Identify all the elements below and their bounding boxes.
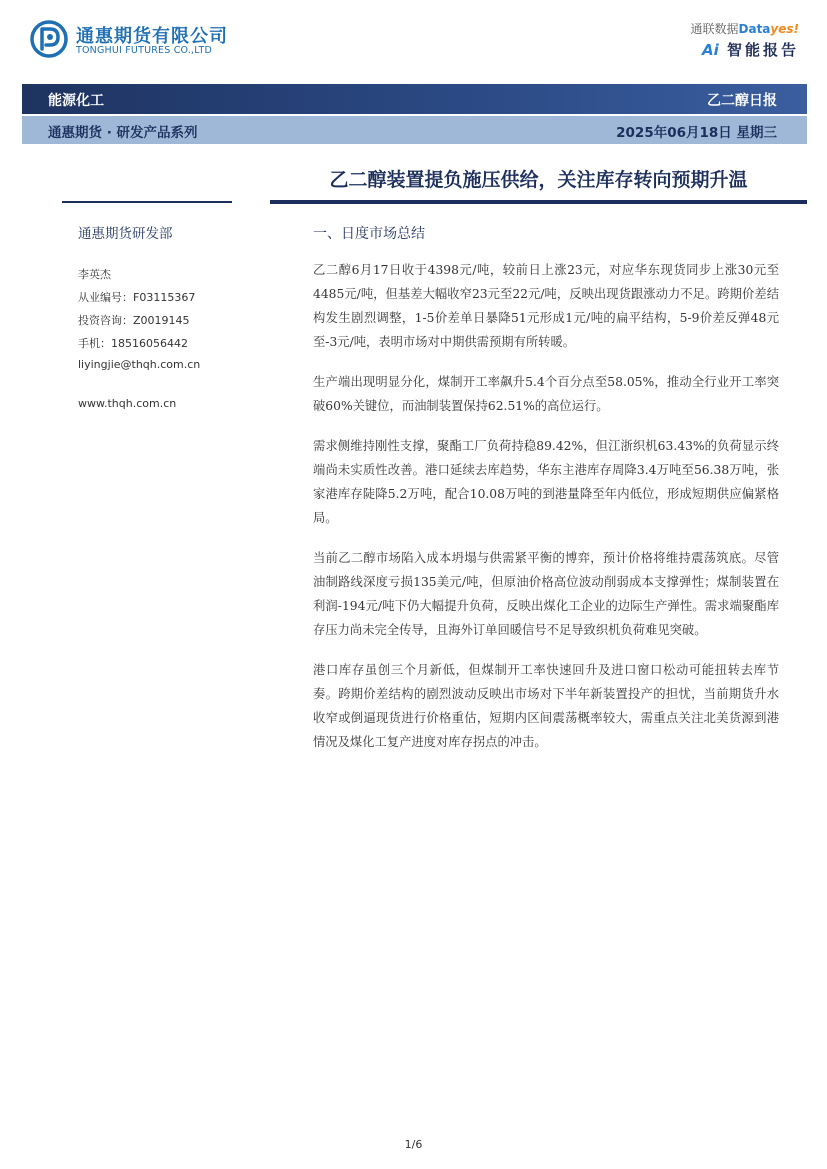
brand-part-2: Data [738,22,771,36]
website-link[interactable]: www.thqh.com.cn [78,397,177,410]
report-type-label: 乙二醇日报 [707,93,777,109]
paragraph-risks: 港口库存虽创三个月新低，但煤制开工率快速回升及进口窗口松动可能扭转去库节奏。跨期价差结构的剧烈波动反映出市场对下半年新装置投产的担忧，当前期货升水收窄或倒逼现货进行价格重估，短期内区间震荡概率较大，需重点关注北美货源到港情况及煤化工复产进度对库存拐点的冲击。 [313,663,779,749]
paragraph-price-summary: 乙二醇6月17日收于4398元/吨，较前日上涨23元，对应华东现货同步上涨30元至4485元/吨，但基差大幅收窄23元至22元/吨，反映出现货跟涨动力不足。跨期价差结构发生剧烈调整，1-5价差单日暴降51元形成1元/吨的扁平结构，5-9价差反弹48元至-3元/吨，表明市场对中期供需预期有所转暖。 [313,263,779,349]
brand-part-3: yes! [770,22,799,36]
advisory-number: 投资咨询：Z0019145 [78,314,190,327]
sector-bar [22,84,807,114]
email-address[interactable]: liyingjie@thqh.com.cn [78,358,201,371]
company-name-cn: 通惠期货有限公司 [76,26,228,47]
page-number: 1/6 [404,1138,423,1151]
report-title: 乙二醇装置提负施压供给，关注库存转向预期升温 [329,169,748,191]
paragraph-production: 生产端出现明显分化，煤制开工率飙升5.4个百分点至58.05%，推动全行业开工率突破60%关键位，而油制装置保持62.51%的高位运行。 [313,375,779,413]
series-label: 通惠期货 · 研发产品系列 [48,125,198,141]
company-name-en: TONGHUI FUTURES CO.,LTD [76,45,212,56]
sector-label: 能源化工 [48,93,104,109]
analyst-name: 李英杰 [78,268,111,281]
datayes-brand [691,20,800,37]
section-heading: 一、日度市场总结 [313,226,425,242]
title-divider-left [62,201,232,203]
phone-number: 手机：18516056442 [78,337,188,350]
ai-report-brand [702,39,799,60]
paragraph-outlook: 当前乙二醇市场陷入成本坍塌与供需紧平衡的博弈，预计价格将维持震荡筑底。尽管油制路线深度亏损135美元/吨，但原油价格高位波动削弱成本支撑弹性；煤制装置在利润-194元/吨下仍大幅提升负荷，反映出煤化工企业的边际生产弹性。需求端聚酯库存压力尚未完全传导，且海外订单回暖信号不足导致织机负荷难见突破。 [313,551,779,637]
company-logo-icon [30,20,68,58]
title-divider-right [270,200,807,204]
report-date: 2025年06月18日 星期三 [616,125,777,141]
series-bar [22,116,807,144]
ai-logo-text: Ai [701,41,719,59]
brand-part-1: 通联数据 [690,22,739,36]
department-name: 通惠期货研发部 [78,226,173,242]
ai-report-label: 智能报告 [726,41,799,59]
license-number: 从业编号：F03115367 [78,291,196,304]
author-sidebar [78,222,248,410]
report-body [313,258,779,770]
paragraph-demand-inventory: 需求侧维持刚性支撑，聚酯工厂负荷持稳89.42%，但江浙织机63.43%的负荷显示终端尚未实质性改善。港口延续去库趋势，华东主港库存周降3.4万吨至56.38万吨，张家港库存陡降5.2万吨，配合10.08万吨的到港量降至年内低位，形成短期供应偏紧格局。 [313,439,779,525]
